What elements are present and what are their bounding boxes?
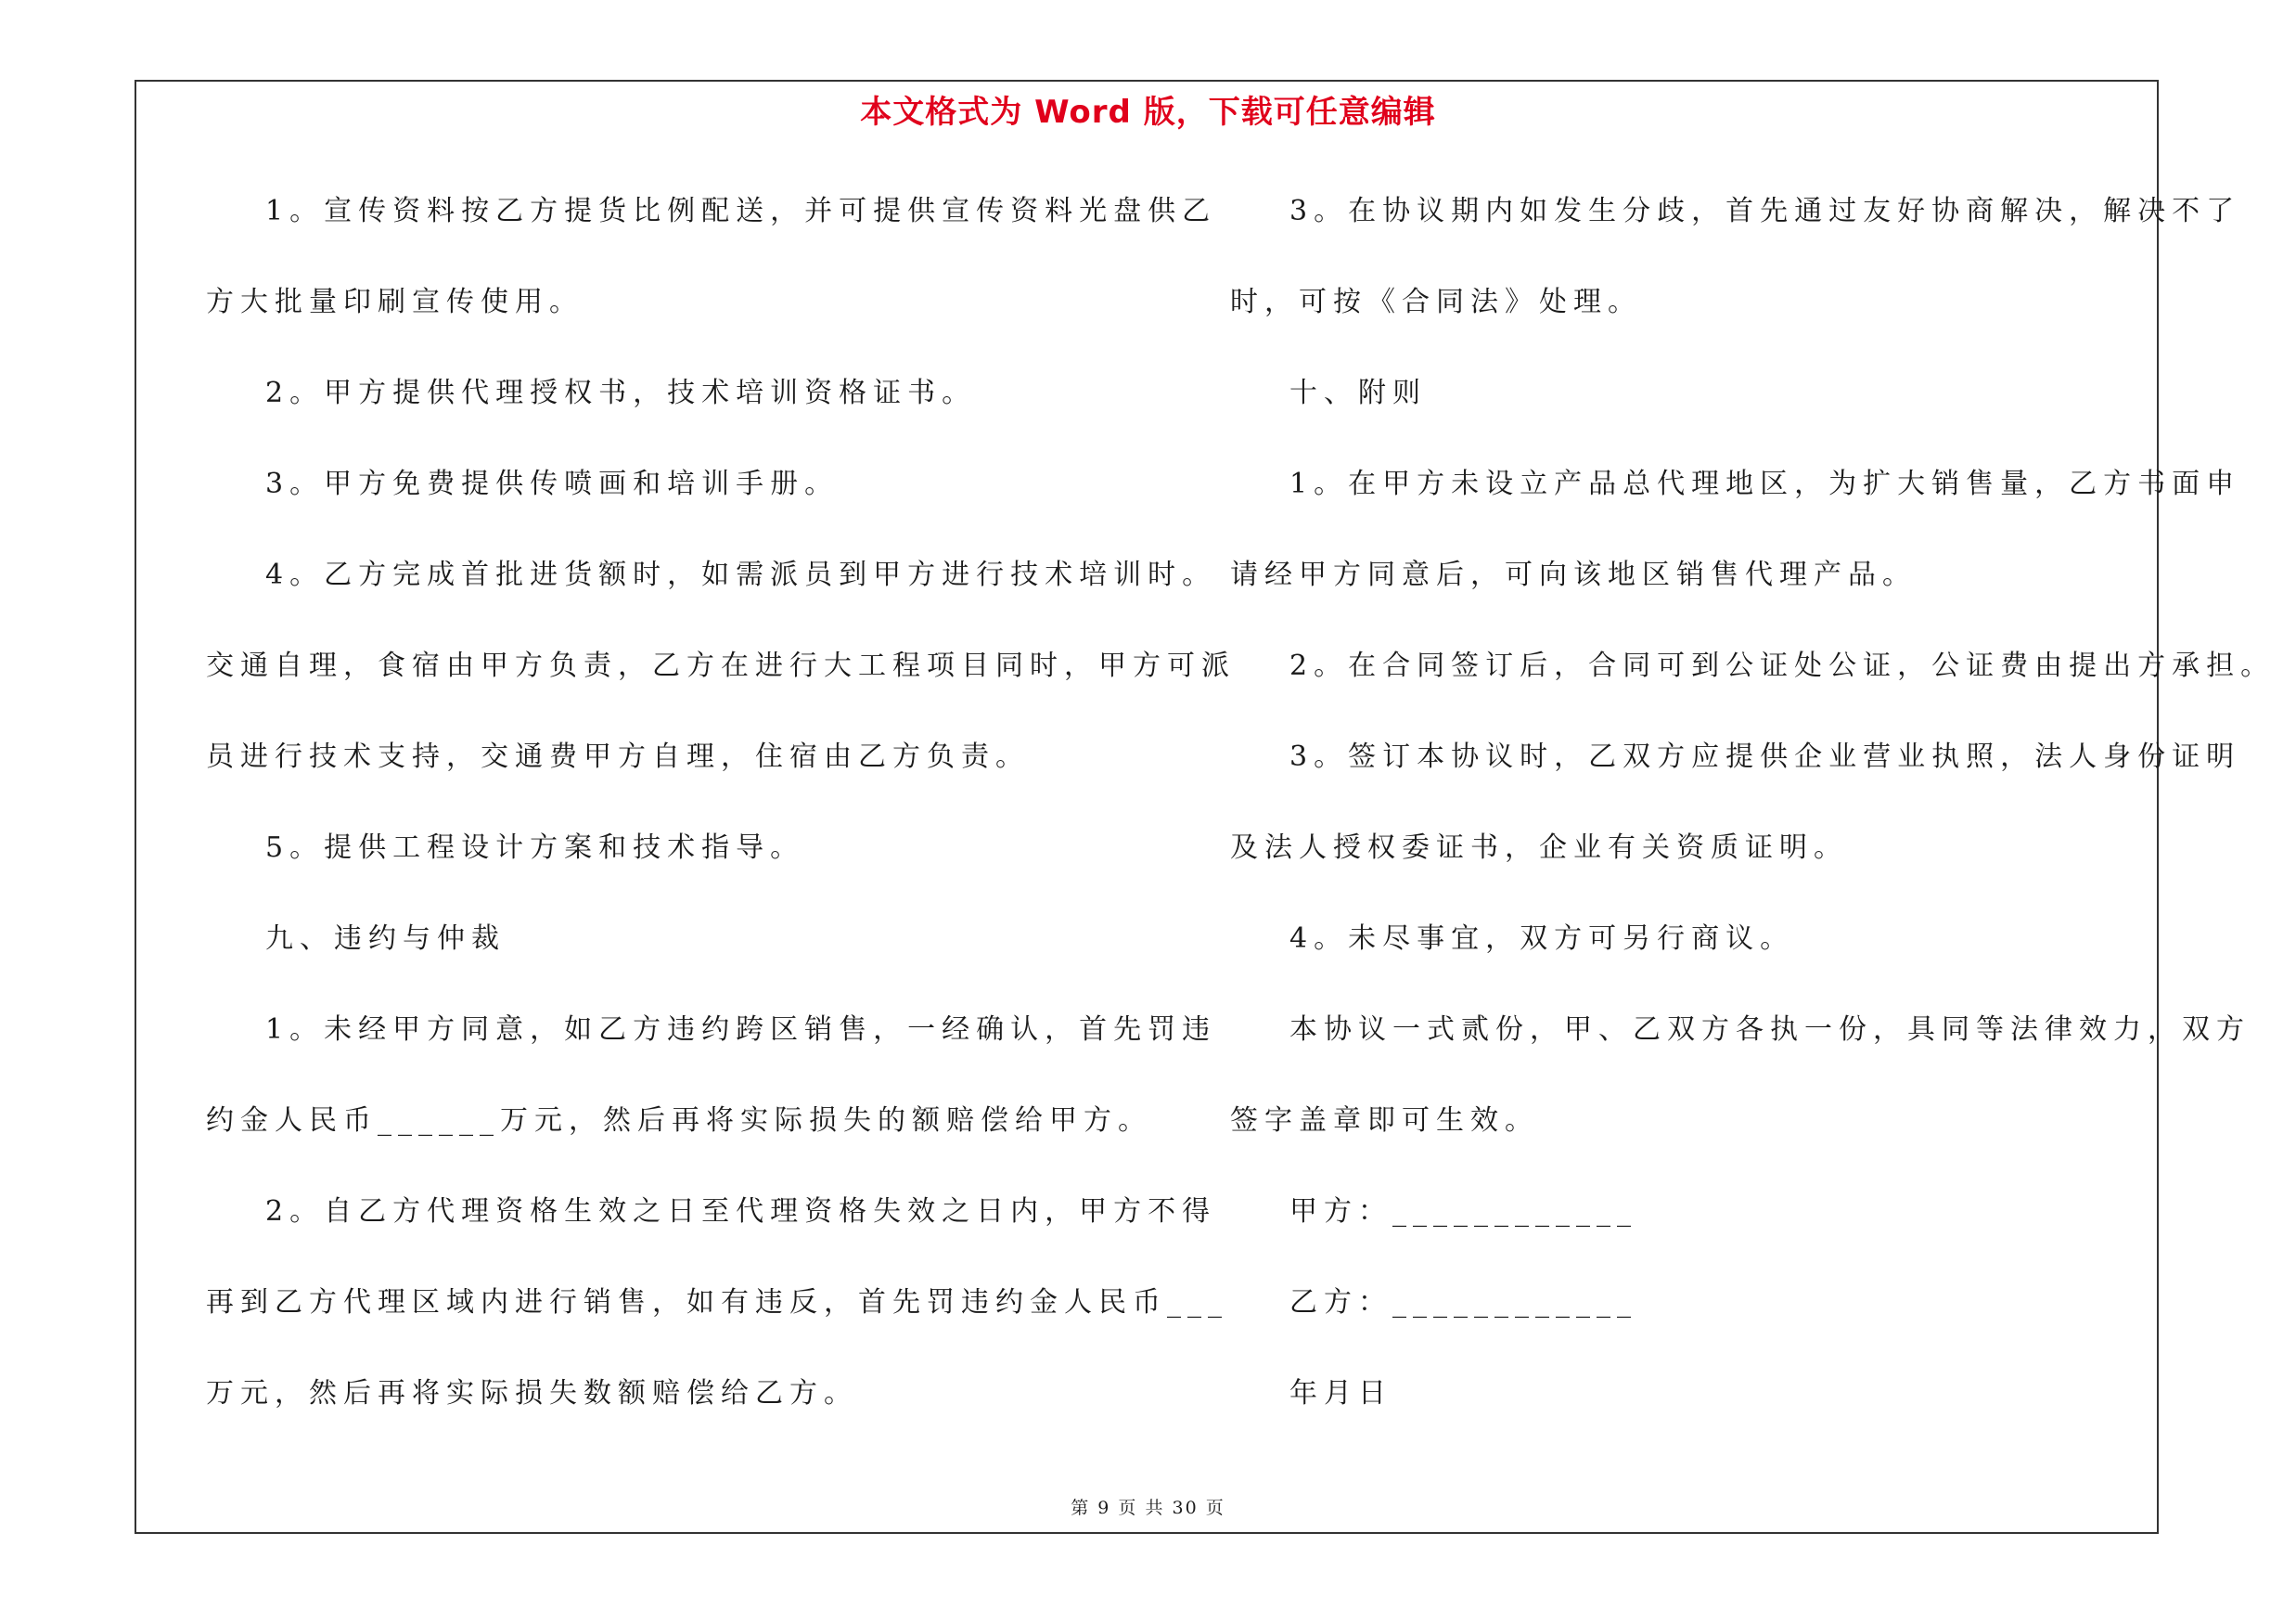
text-line: 十、附则 xyxy=(1289,377,1427,409)
format-banner: 本文格式为 Word 版，下载可任意编辑 xyxy=(860,94,1436,131)
text-line: 2。甲方提供代理授权书，技术培训资格证书。 xyxy=(265,377,977,409)
text-line: 3。甲方免费提供传喷画和培训手册。 xyxy=(265,468,840,500)
text-line: 2。自乙方代理资格生效之日至代理资格失效之日内，甲方不得 xyxy=(265,1195,1217,1228)
text-line: 3。在协议期内如发生分歧，首先通过友好协商解决，解决不了 xyxy=(1289,195,2241,227)
text-line: 九、违约与仲裁 xyxy=(265,922,506,955)
text-line: 及法人授权委证书，企业有关资质证明。 xyxy=(1230,831,1848,864)
text-line: 4。未尽事宜，双方可另行商议。 xyxy=(1289,922,1795,955)
left-column xyxy=(206,184,1236,1457)
text-line: 5。提供工程设计方案和技术指导。 xyxy=(265,831,805,864)
text-line: 员进行技术支持，交通费甲方自理，住宿由乙方负责。 xyxy=(206,741,1030,773)
text-line: 1。宣传资料按乙方提货比例配送，并可提供宣传资料光盘供乙 xyxy=(265,195,1217,227)
text-line: 3。签订本协议时，乙双方应提供企业营业执照，法人身份证明 xyxy=(1289,741,2241,773)
text-line: 交通自理，食宿由甲方负责，乙方在进行大工程项目同时，甲方可派 xyxy=(206,650,1236,682)
text-line: 1。未经甲方同意，如乙方违约跨区销售，一经确认，首先罚违 xyxy=(265,1013,1217,1046)
text-line: 再到乙方代理区域内进行销售，如有违反，首先罚违约金人民币___ xyxy=(206,1286,1228,1319)
text-line: 4。乙方完成首批进货额时，如需派员到甲方进行技术培训时。 xyxy=(265,559,1217,591)
text-line: 方大批量印刷宣传使用。 xyxy=(206,286,584,318)
text-line: 2。在合同签订后，合同可到公证处公证，公证费由提出方承担。 xyxy=(1289,650,2276,682)
text-line: 年月日 xyxy=(1289,1377,1392,1410)
text-line: 甲方：____________ xyxy=(1289,1195,1637,1228)
text-line: 1。在甲方未设立产品总代理地区，为扩大销售量，乙方书面申 xyxy=(1289,468,2241,500)
text-line: 万元，然后再将实际损失数额赔偿给乙方。 xyxy=(206,1377,858,1410)
page-footer: 第 9 页 共 30 页 xyxy=(1071,1498,1225,1518)
text-line: 签字盖章即可生效。 xyxy=(1230,1104,1539,1137)
text-line: 本协议一式贰份，甲、乙双方各执一份，具同等法律效力，双方 xyxy=(1289,1013,2251,1046)
text-line: 请经甲方同意后，可向该地区销售代理产品。 xyxy=(1230,559,1917,591)
text-line: 时，可按《合同法》处理。 xyxy=(1230,286,1642,318)
text-line: 乙方：____________ xyxy=(1289,1286,1637,1319)
right-column xyxy=(1230,184,2276,1457)
text-line: 约金人民币______万元，然后再将实际损失的额赔偿给甲方。 xyxy=(206,1104,1152,1137)
